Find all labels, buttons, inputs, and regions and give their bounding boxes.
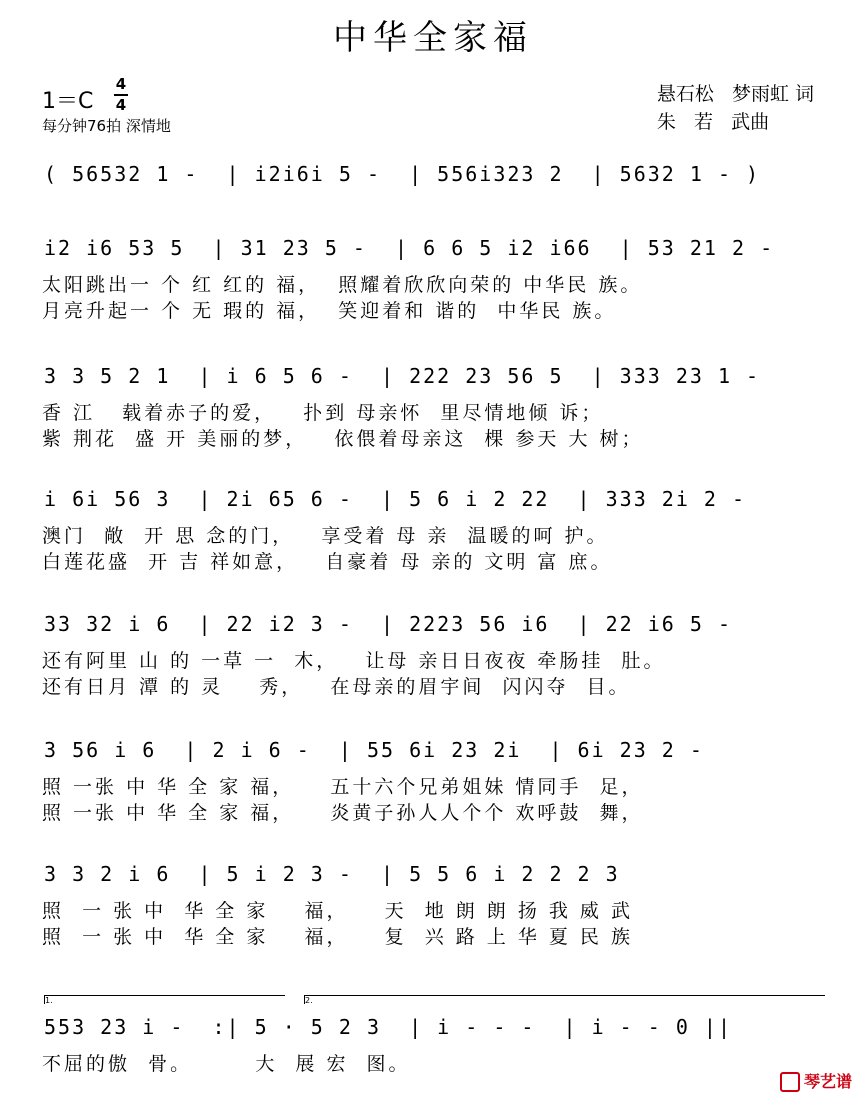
key-signature: 1＝C — [42, 89, 94, 114]
time-signature: 4 4 — [115, 75, 127, 114]
lyrics-verse-2: 紫 荆花 盛 开 美丽的梦， 依偎着母亲这 棵 参天 大 树； — [42, 428, 644, 450]
notes-line: i2 i6 53 5 | 31 23 5 - | 6 6 5 i2 i66 | 53 21 2 - — [44, 236, 775, 260]
notes-line: 33 32 i 6 | 22 i2 3 - | 2223 56 i6 | 22 i6 5 - — [44, 612, 733, 636]
lyrics-verse-1: 照 一张 中 华 全 家 福， 五十六个兄弟姐妹 情同手 足， — [42, 776, 644, 798]
volta-2: 2. — [304, 995, 825, 1004]
lyrics-verse-2: 还有日月 潭 的 灵 秀， 在母亲的眉宇间 闪闪夺 目。 — [42, 676, 631, 698]
notes-line: ( 56532 1 - | i2i6i 5 - | 556i323 2 | 5632 1 - ) — [44, 162, 761, 186]
page-title: 中华全家福 — [333, 18, 533, 58]
lyricist: 悬石松 梦雨虹 词 — [656, 83, 814, 105]
notes-line: 553 23 i - :| 5 · 5 2 3 | i - - - | i - - 0 || — [44, 1015, 733, 1039]
lyrics-verse-2: 白莲花盛 开 吉 祥如意， 自豪着 母 亲的 文明 富 庶。 — [42, 551, 613, 573]
lyrics-verse-2: 照 一张 中 华 全 家 福， 炎黄子孙人人个个 欢呼鼓 舞， — [42, 802, 644, 824]
notes-line: 3 56 i 6 | 2 i 6 - | 55 6i 23 2i | 6i 23 2 - — [44, 738, 704, 762]
lyrics-verse-1: 还有阿里 山 的 一草 一 木， 让母 亲日日夜夜 牵肠挂 肚。 — [42, 650, 666, 672]
lyrics-verse-1: 澳门 敞 开 思 念的门， 享受着 母 亲 温暖的呵 护。 — [42, 525, 609, 547]
watermark-logo: 琴艺谱 — [780, 1069, 852, 1093]
lyrics-verse-1: 香 江 载着赤子的爱， 扑到 母亲怀 里尽情地倾 诉； — [42, 402, 604, 424]
tempo-marking: 每分钟76拍 深情地 — [42, 117, 171, 135]
lyrics-verse-2: 照 一 张 中 华 全 家 福， 复 兴 路 上 华 夏 民 族 — [42, 926, 633, 948]
lyrics-verse-1: 不屈的傲 骨。 大 展 宏 图。 — [42, 1053, 411, 1075]
lyrics-verse-2: 月亮升起一 个 无 瑕的 福， 笑迎着和 谐的 中华民 族。 — [42, 300, 617, 322]
notes-line: 3 3 5 2 1 | i 6 5 6 - | 222 23 56 5 | 333 23 1 - — [44, 364, 761, 388]
volta-1: 1. — [44, 995, 285, 1004]
logo-mark-icon — [780, 1072, 800, 1092]
notes-line: 3 3 2 i 6 | 5 i 2 3 - | 5 5 6 i 2 2 2 3 — [44, 862, 620, 886]
lyrics-verse-1: 太阳跳出一 个 红 红的 福， 照耀着欣欣向荣的 中华民 族。 — [42, 274, 643, 296]
credits — [657, 80, 814, 136]
notes-line: i 6i 56 3 | 2i 65 6 - | 5 6 i 2 22 | 333 2i 2 - — [44, 487, 747, 511]
composer: 朱 若 武曲 — [656, 111, 770, 133]
lyrics-verse-1: 照 一 张 中 华 全 家 福， 天 地 朗 朗 扬 我 威 武 — [42, 900, 633, 922]
